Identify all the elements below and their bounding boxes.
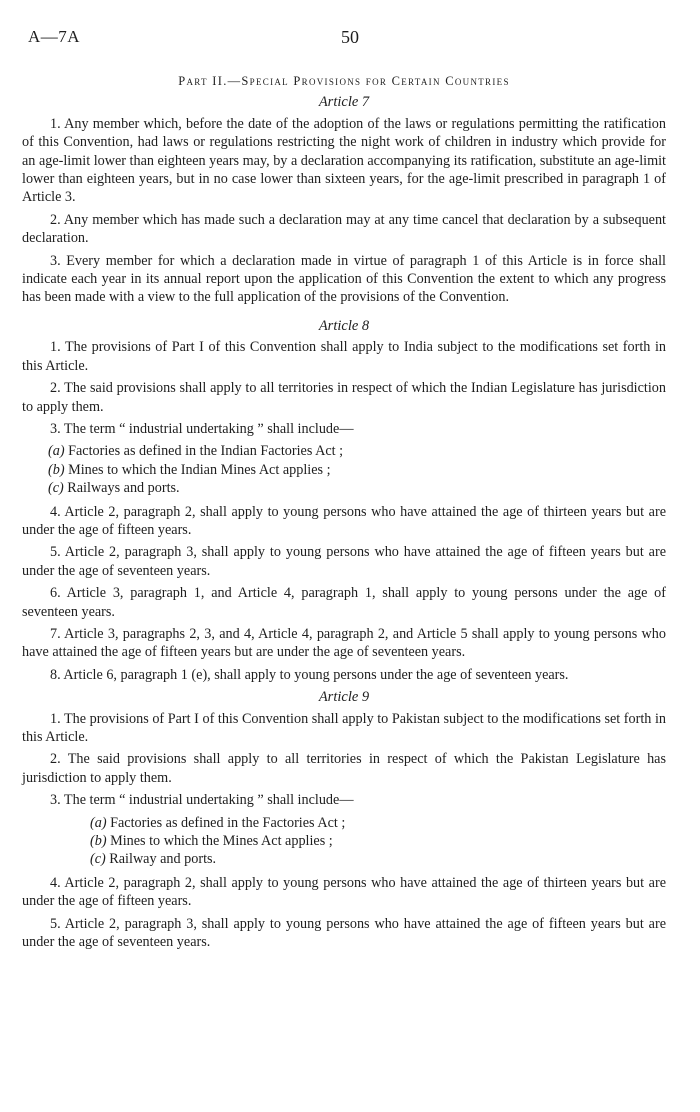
paragraph: 2. The said provisions shall apply to all territories in respect of which the Indian Legislature has jurisdiction to apply them. [22,380,666,415]
part-title: Part II.—Special Provisions for Certain Countries [178,74,510,88]
clause-text: Railway and ports. [109,851,217,868]
article-title: Article 7 [318,94,370,111]
clause-text: Railways and ports. [67,480,180,497]
clause-text: Mines to which the Mines Act applies ; [110,833,333,850]
clause-text: Factories as defined in the Indian Factories Act ; [68,443,344,460]
clause-label: (a) [48,443,65,460]
paragraph: 4. Article 2, paragraph 2, shall apply to young persons who have attained the age of thirteen years but are under the age of fifteen years. [22,874,666,910]
clause-item [90,814,666,832]
paragraph: 2. Any member which has made such a declaration may at any time cancel that declaration by a subsequent declaration. [22,211,666,247]
clause-list [22,814,666,869]
page-number: 50 [341,27,359,47]
clause-text: Mines to which the Indian Mines Act applies ; [68,461,331,478]
article-8 [22,317,666,684]
article-9 [22,688,666,951]
paragraph: 1. The provisions of Part I of this Convention shall apply to Pakistan subject to the modifications set forth in this Article. [22,710,666,745]
paragraph: 5. Article 2, paragraph 3, shall apply to young persons who have attained the age of fifteen years but are under the age of seventeen years. [22,915,666,951]
clause-label: (c) [48,480,64,497]
paragraph: 3. The term “ industrial undertaking ” shall include— [50,792,354,809]
article-title: Article 8 [318,317,370,334]
clause-label: (a) [90,814,107,831]
paragraph: 5. Article 2, paragraph 3, shall apply to young persons who have attained the age of fifteen years but are under the age of seventeen years. [22,544,666,579]
article-7 [22,93,666,306]
paragraph: 7. Article 3, paragraphs 2, 3, and 4, Article 4, paragraph 2, and Article 5 shall apply to young persons who have attained the age of fifteen years but are under the age of seventeen years. [22,625,666,661]
paragraph: 8. Article 6, paragraph 1 (e), shall apply to young persons under the age of seventeen years. [50,666,569,683]
paragraph: 1. Any member which, before the date of the adoption of the laws or regulations permitting the ratification of this Convention, had laws or regulations restricting the night work of children in industry which provide for an age-limit lower than eighteen years may, by a declaration accompanying its ratification, substitute an age-limit lower than eighteen years, but in no case lower than sixteen years, for the age-limit prescribed in paragraph 1 of Article 3. [22,115,666,206]
document-body [22,72,666,955]
clause-item [90,850,666,868]
article-title: Article 9 [318,689,370,706]
clause-item [48,479,666,497]
clause-label: (c) [90,851,106,868]
paragraph: 4. Article 2, paragraph 2, shall apply to young persons who have attained the age of thirteen years but are under the age of fifteen years. [22,503,666,538]
clause-label: (b) [48,461,65,478]
document-reference: A—7A [28,27,81,46]
clause-item [48,461,666,479]
clause-item [90,832,666,850]
paragraph: 1. The provisions of Part I of this Convention shall apply to India subject to the modifications set forth in this Article. [22,339,666,374]
clause-list [22,442,666,497]
paragraph: 3. The term “ industrial undertaking ” shall include— [50,420,354,437]
page-header [0,28,700,48]
clause-text: Factories as defined in the Factories Act ; [110,814,346,831]
paragraph: 6. Article 3, paragraph 1, and Article 4, paragraph 1, shall apply to young persons under the age of seventeen years. [22,585,666,620]
paragraph: 3. Every member for which a declaration made in virtue of paragraph 1 of this Article is in force shall indicate each year in its annual report upon the application of this Convention the extent to which any progress has been made with a view to the full application of the provisions of the Convention. [22,252,666,306]
paragraph: 2. The said provisions shall apply to all territories in respect of which the Pakistan Legislature has jurisdiction to apply them. [22,751,666,786]
clause-label: (b) [90,833,107,850]
clause-item [48,442,666,460]
